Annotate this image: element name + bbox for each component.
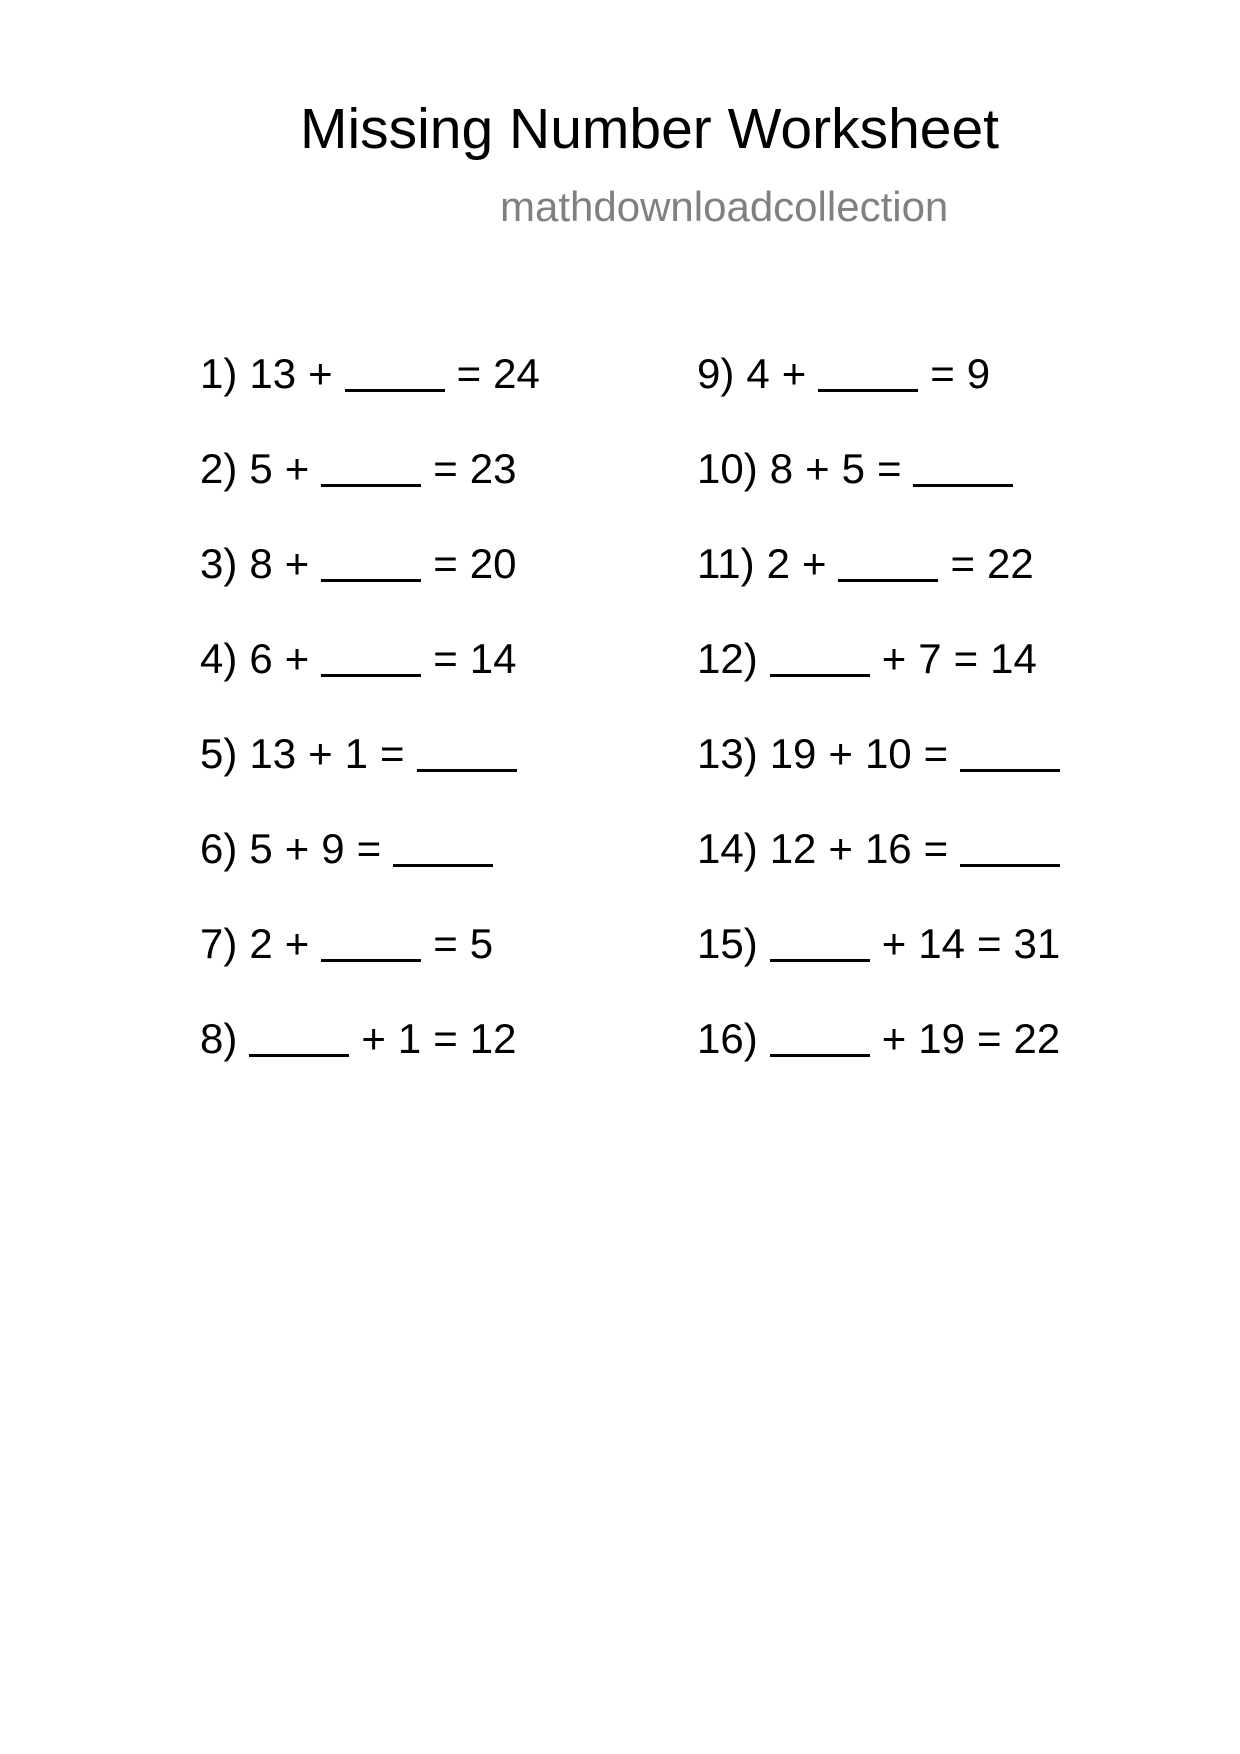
equals-sign: = xyxy=(356,825,382,872)
operator-plus: + xyxy=(881,920,907,967)
operator-plus: + xyxy=(801,540,827,587)
operand-b: 16 xyxy=(864,825,912,872)
operator-plus: + xyxy=(828,730,853,777)
operand-b: 1 xyxy=(344,730,368,777)
operator-plus: + xyxy=(361,1015,386,1062)
answer-blank[interactable] xyxy=(818,389,918,392)
operator-plus: + xyxy=(881,635,907,682)
problem-number: 3) xyxy=(200,540,238,587)
answer-blank[interactable] xyxy=(960,769,1060,772)
operand-b: 7 xyxy=(918,635,942,682)
answer-blank[interactable] xyxy=(321,959,421,962)
problem-number: 2) xyxy=(200,445,238,492)
equals-sign: = xyxy=(433,540,458,587)
problem-row xyxy=(200,534,540,629)
problem-row xyxy=(697,534,1060,629)
answer-blank[interactable] xyxy=(838,579,938,582)
result-value: 20 xyxy=(469,540,517,587)
result-value: 5 xyxy=(469,920,494,967)
equals-sign: = xyxy=(876,445,902,492)
answer-blank[interactable] xyxy=(321,579,421,582)
equals-sign: = xyxy=(433,920,458,967)
result-value: 23 xyxy=(469,445,517,492)
operator-plus: + xyxy=(308,730,333,777)
operand-a: 4 xyxy=(746,350,770,397)
problem-row xyxy=(697,819,1060,914)
operand-a: 5 xyxy=(249,445,273,492)
operand-a: 2 xyxy=(249,920,273,967)
problem-number: 4) xyxy=(200,635,238,682)
operand-b: 19 xyxy=(918,1015,965,1062)
problem-row xyxy=(697,724,1060,819)
answer-blank[interactable] xyxy=(321,484,421,487)
equals-sign: = xyxy=(923,730,949,777)
equals-sign: = xyxy=(950,540,976,587)
operator-plus: + xyxy=(284,920,310,967)
result-value: 12 xyxy=(469,1015,517,1062)
operator-plus: + xyxy=(284,445,310,492)
answer-blank[interactable] xyxy=(960,864,1060,867)
answer-blank[interactable] xyxy=(913,484,1013,487)
operator-plus: + xyxy=(284,825,310,872)
problem-row xyxy=(200,439,540,534)
problem-number: 13) xyxy=(697,730,758,777)
site-watermark: mathdownloadcollection xyxy=(500,183,949,230)
operator-plus: + xyxy=(781,350,807,397)
problems-column-right xyxy=(697,344,1060,1104)
operator-plus: + xyxy=(284,635,310,682)
result-value: 22 xyxy=(987,540,1034,587)
problem-row xyxy=(200,914,540,1009)
equals-sign: = xyxy=(433,635,458,682)
equals-sign: = xyxy=(976,920,1002,967)
result-value: 22 xyxy=(1013,1015,1061,1062)
equals-sign: = xyxy=(433,1015,458,1062)
equals-sign: = xyxy=(379,730,405,777)
operand-a: 13 xyxy=(249,730,297,777)
answer-blank[interactable] xyxy=(770,959,870,962)
problem-number: 15) xyxy=(697,920,758,967)
problem-number: 6) xyxy=(200,825,238,872)
result-value: 24 xyxy=(493,350,540,397)
operand-a: 19 xyxy=(769,730,817,777)
result-value: 14 xyxy=(469,635,517,682)
problems-column-left xyxy=(200,344,540,1104)
operand-a: 12 xyxy=(769,825,817,872)
equals-sign: = xyxy=(456,350,482,397)
problem-row xyxy=(697,439,1060,534)
equals-sign: = xyxy=(976,1015,1002,1062)
problem-row xyxy=(200,344,540,439)
page-title: Missing Number Worksheet xyxy=(300,97,1000,161)
problem-row xyxy=(697,914,1060,1009)
problem-number: 11) xyxy=(697,540,755,587)
problem-row xyxy=(697,1009,1060,1104)
operand-b: 14 xyxy=(918,920,965,967)
problem-number: 5) xyxy=(200,730,238,777)
problem-number: 12) xyxy=(697,635,758,682)
operator-plus: + xyxy=(881,1015,907,1062)
problem-row xyxy=(697,629,1060,724)
answer-blank[interactable] xyxy=(249,1054,349,1057)
answer-blank[interactable] xyxy=(770,674,870,677)
operand-b: 5 xyxy=(841,445,865,492)
problem-row xyxy=(200,629,540,724)
problem-number: 7) xyxy=(200,920,238,967)
problem-row xyxy=(200,724,540,819)
equals-sign: = xyxy=(433,445,458,492)
operand-b: 1 xyxy=(397,1015,422,1062)
problem-number: 10) xyxy=(697,445,758,492)
problem-number: 9) xyxy=(697,350,735,397)
answer-blank[interactable] xyxy=(417,769,517,772)
result-value: 9 xyxy=(966,350,991,397)
operand-a: 8 xyxy=(249,540,273,587)
operand-a: 2 xyxy=(766,540,790,587)
operand-a: 8 xyxy=(769,445,794,492)
operand-b: 9 xyxy=(321,825,345,872)
problem-row xyxy=(200,1009,540,1104)
answer-blank[interactable] xyxy=(321,674,421,677)
operand-b: 10 xyxy=(864,730,912,777)
operand-a: 5 xyxy=(249,825,273,872)
problem-number: 1) xyxy=(200,350,238,397)
operator-plus: + xyxy=(805,445,830,492)
answer-blank[interactable] xyxy=(770,1054,870,1057)
equals-sign: = xyxy=(923,825,949,872)
answer-blank[interactable] xyxy=(393,864,493,867)
equals-sign: = xyxy=(930,350,955,397)
result-value: 31 xyxy=(1013,920,1061,967)
problem-number: 8) xyxy=(200,1015,238,1062)
operator-plus: + xyxy=(828,825,853,872)
operand-a: 6 xyxy=(249,635,273,682)
problem-number: 14) xyxy=(697,825,758,872)
answer-blank[interactable] xyxy=(345,389,445,392)
equals-sign: = xyxy=(953,635,979,682)
operator-plus: + xyxy=(284,540,310,587)
problem-number: 16) xyxy=(697,1015,758,1062)
result-value: 14 xyxy=(990,635,1037,682)
problem-row xyxy=(200,819,540,914)
operand-a: 13 xyxy=(249,350,297,397)
operator-plus: + xyxy=(308,350,333,397)
problem-row xyxy=(697,344,1060,439)
